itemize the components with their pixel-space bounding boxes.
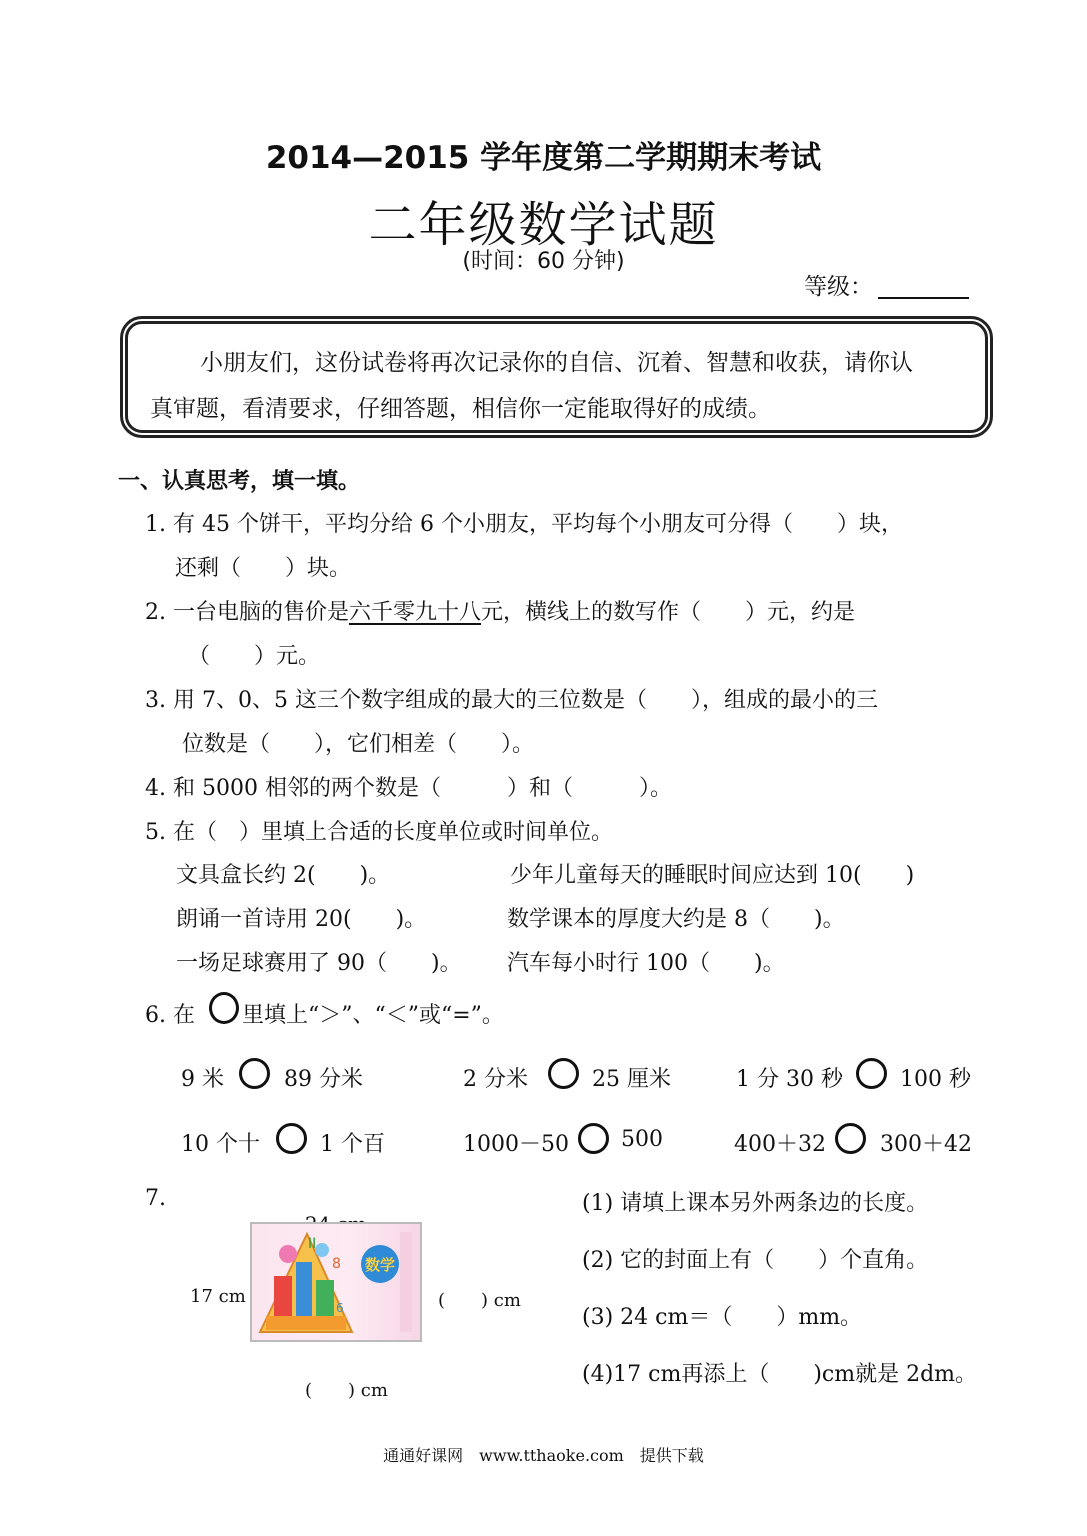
svg-text:8: 8 xyxy=(332,1256,341,1272)
q6-item-5-right: 500 xyxy=(621,1127,663,1152)
q1-line-1: 1. 有 45 个饼干，平均分给 6 个小朋友，平均每个小朋友可分得（ ）块， xyxy=(145,512,903,537)
exam-subtitle: 二年级数学试题 xyxy=(368,197,719,253)
q6-item-2-left: 2 分米 xyxy=(463,1067,528,1092)
footer-note: 通通好课网 www.tthaoke.com 提供下载 xyxy=(383,1446,704,1465)
math-textbook-image xyxy=(250,1222,422,1342)
svg-text:6: 6 xyxy=(336,1301,344,1315)
book-title-text: 数学 xyxy=(364,1256,396,1274)
notice-line-1: 小朋友们，这份试卷将再次记录你的自信、沉着、智慧和收获，请你认 xyxy=(200,350,913,376)
q6-pre: 6. 在 xyxy=(145,1003,195,1028)
q5-line: 5. 在（ ）里填上合适的长度单位或时间单位。 xyxy=(145,820,613,845)
q6-item-2-right: 25 厘米 xyxy=(592,1067,671,1092)
q2-post: 元，横线上的数写作（ ）元，约是 xyxy=(481,600,856,625)
q6-item-6-right: 300＋42 xyxy=(880,1132,972,1157)
q6-item-6-left: 400＋32 xyxy=(734,1132,826,1157)
q6-post: 里填上“＞”、“＜”或“=”。 xyxy=(242,1003,504,1028)
q7-label-left: 17 cm xyxy=(190,1286,246,1307)
q5-item-c: 朗诵一首诗用 20( )。 xyxy=(176,907,427,932)
exam-title: 2014—2015 学年度第二学期期末考试 xyxy=(265,140,822,176)
q6-item-1-circle[interactable] xyxy=(239,1058,270,1089)
q7-part-2: (2) 它的封面上有（ ）个直角。 xyxy=(582,1248,929,1273)
grade-blank[interactable] xyxy=(878,297,969,299)
q6-item-3-left: 1 分 30 秒 xyxy=(736,1067,843,1092)
q5-item-e: 一场足球赛用了 90（ )。 xyxy=(176,951,462,976)
q6-item-4-left: 10 个十 xyxy=(181,1132,260,1157)
q1-line-2: 还剩（ ）块。 xyxy=(175,556,352,581)
q7-label-bottom: ( ) cm xyxy=(305,1380,388,1401)
q5-item-a: 文具盒长约 2( )。 xyxy=(176,863,391,888)
notice-line-2: 真审题，看清要求，仔细答题，相信你一定能取得好的成绩。 xyxy=(150,396,771,422)
grade-label: 等级： xyxy=(804,274,873,300)
svg-text:II: II xyxy=(308,1236,317,1252)
q2-line-2: （ ）元。 xyxy=(188,644,321,669)
q7-part-1: (1) 请填上课本另外两条边的长度。 xyxy=(582,1191,929,1216)
q6-item-4-right: 1 个百 xyxy=(320,1132,385,1157)
q6-item-4-circle[interactable] xyxy=(276,1123,307,1154)
textbook-cover-illustration xyxy=(252,1224,420,1340)
section-heading: 一、认真思考，填一填。 xyxy=(118,469,361,494)
q6-item-1-right: 89 分米 xyxy=(284,1067,363,1092)
q6-item-5-left: 1000－50 xyxy=(463,1132,569,1157)
q5-item-f: 汽车每小时行 100（ )。 xyxy=(507,951,785,976)
q5-item-b: 少年儿童每天的睡眠时间应达到 10( ) xyxy=(510,863,915,888)
q2-pre: 2. 一台电脑的售价是 xyxy=(145,600,349,625)
q6-item-2-circle[interactable] xyxy=(548,1058,579,1089)
q2-underlined: 六千零九十八 xyxy=(348,600,481,625)
q6-item-3-right: 100 秒 xyxy=(900,1067,971,1092)
q3-line-2: 位数是（ ），它们相差（ ）。 xyxy=(182,732,535,757)
q6-example-circle xyxy=(209,992,239,1024)
q2-line-1 xyxy=(145,595,855,626)
q7-part-4: (4)17 cm再添上（ )cm就是 2dm。 xyxy=(582,1362,978,1387)
time-note: (时间：60 分钟) xyxy=(462,249,625,274)
q6-item-1-left: 9 米 xyxy=(181,1067,224,1092)
q7-label-right: ( ) cm xyxy=(438,1290,521,1311)
q7-number: 7. xyxy=(145,1186,166,1211)
q7-part-3: (3) 24 cm＝（ ）mm。 xyxy=(582,1305,863,1330)
q4-line: 4. 和 5000 相邻的两个数是（ ）和（ ）。 xyxy=(145,776,672,801)
q6-item-3-circle[interactable] xyxy=(856,1058,887,1089)
q6-item-6-circle[interactable] xyxy=(835,1123,866,1154)
q6-item-5-circle[interactable] xyxy=(578,1123,609,1154)
q5-item-d: 数学课本的厚度大约是 8（ )。 xyxy=(507,907,845,932)
q3-line-1: 3. 用 7、0、5 这三个数字组成的最大的三位数是（ ），组成的最小的三 xyxy=(145,688,878,713)
